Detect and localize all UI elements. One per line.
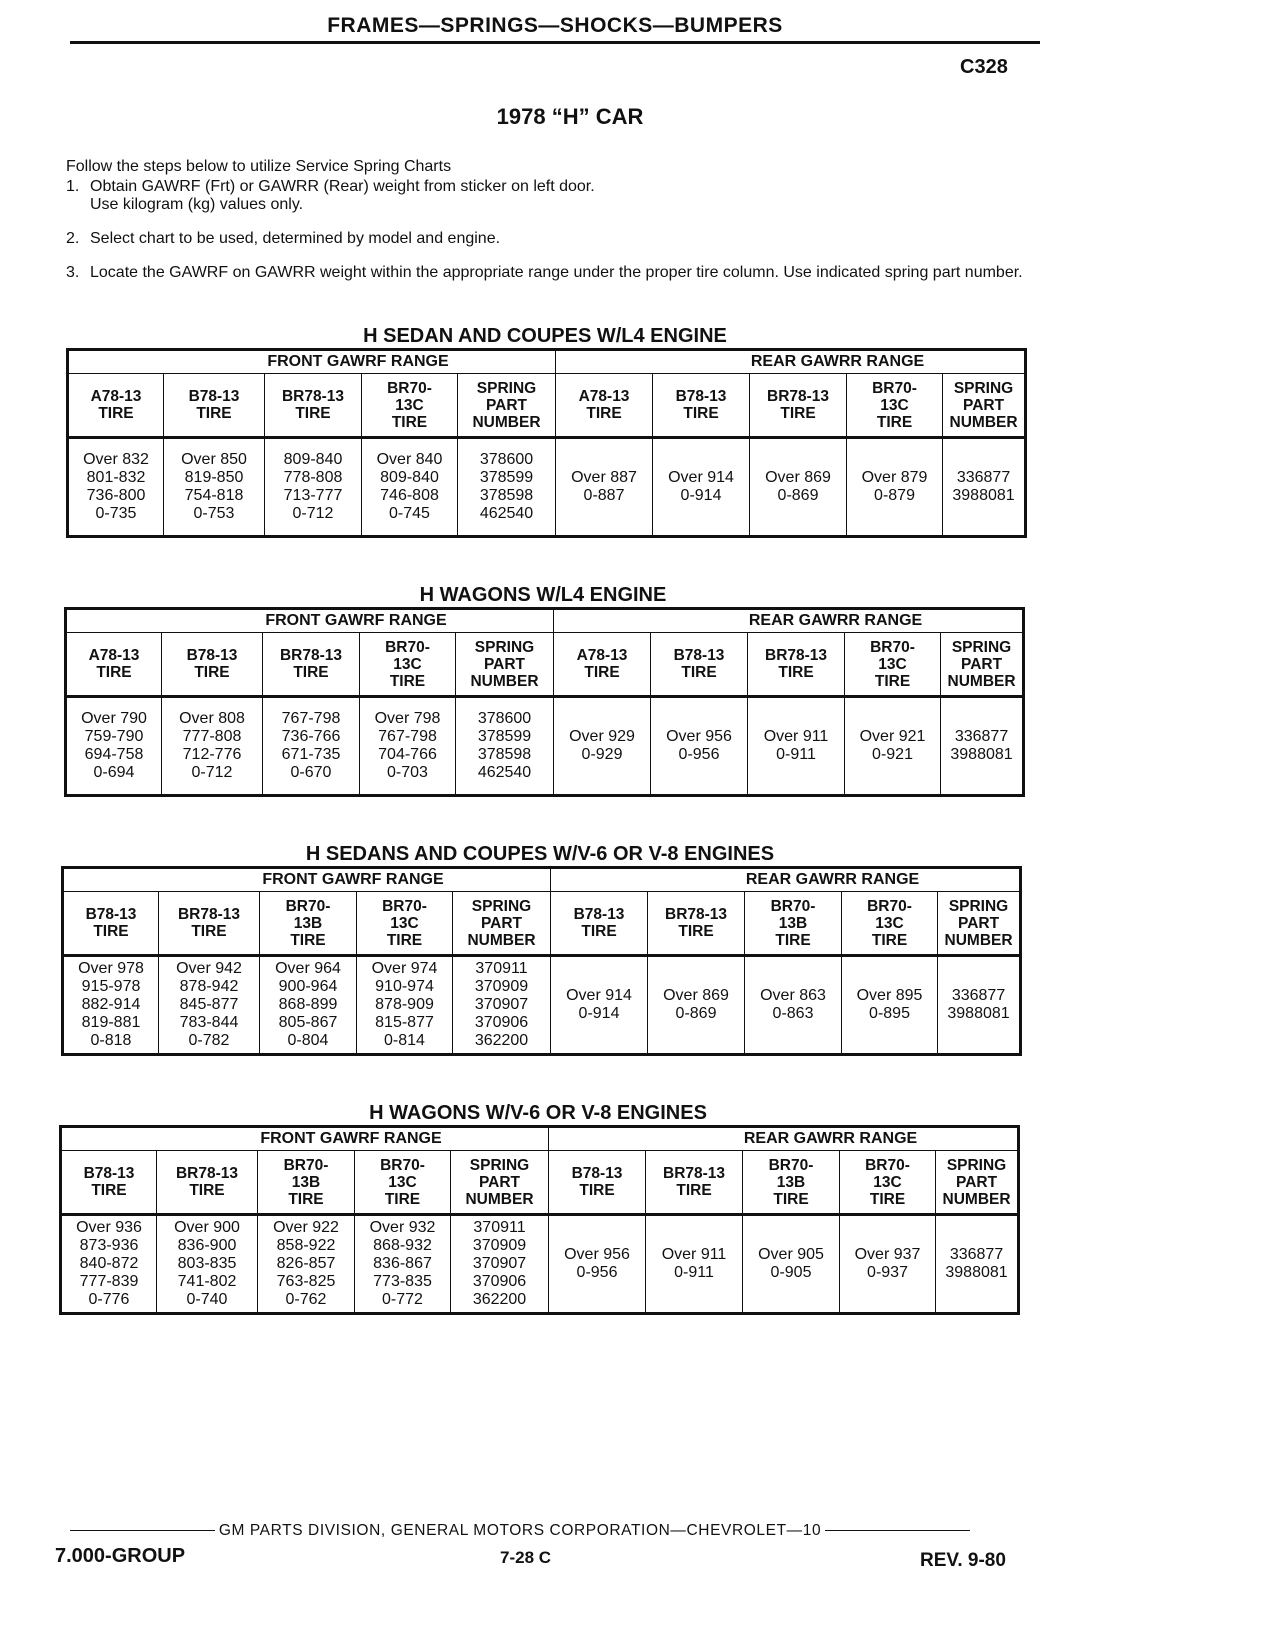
rear-value-cell: Over 956 0-956 [651,697,748,796]
table-row [68,438,1026,537]
header-rule [70,41,1040,44]
spring-chart-table [64,607,1025,797]
rear-column-header: SPRING PART NUMBER [938,892,1021,956]
front-range-header [61,1127,549,1151]
front-value-cell: Over 964 900-964 868-899 805-867 0-804 [260,956,357,1055]
group-header-row [63,868,1021,892]
step-number: 1. [66,178,80,195]
front-column-header: BR70- 13B TIRE [260,892,357,956]
front-column-header: BR78-13 TIRE [159,892,260,956]
rear-range-label: REAR GAWRR RANGE [748,612,923,629]
rear-range-header [549,1127,1019,1151]
rear-value-cell: Over 887 0-887 [556,438,653,537]
rear-value-cell: Over 863 0-863 [745,956,842,1055]
rear-column-header: BR70- 13B TIRE [743,1151,840,1215]
front-column-header: A78-13 TIRE [66,633,162,697]
rear-value-cell: Over 911 0-911 [748,697,845,796]
table-row [63,956,1021,1055]
front-value-cell: 767-798 736-766 671-735 0-670 [263,697,360,796]
rear-column-header: BR70- 13C TIRE [842,892,938,956]
rear-value-cell: Over 937 0-937 [840,1215,936,1314]
footer-revision: REV. 9-80 [920,1550,1006,1571]
rear-column-header: BR78-13 TIRE [748,633,845,697]
front-value-cell: Over 808 777-808 712-776 0-712 [162,697,263,796]
rear-range-label: REAR GAWRR RANGE [743,1130,918,1147]
front-range-header [63,868,551,892]
rear-value-cell: 336877 3988081 [943,438,1026,537]
rear-column-header: SPRING PART NUMBER [943,374,1026,438]
step-number: 2. [66,230,80,247]
front-column-header: B78-13 TIRE [164,374,265,438]
rear-value-cell: Over 956 0-956 [549,1215,646,1314]
front-value-cell: Over 798 767-798 704-766 0-703 [360,697,456,796]
front-column-header: SPRING PART NUMBER [458,374,556,438]
front-value-cell: 378600 378599 378598 462540 [456,697,554,796]
table-title: H WAGONS W/V-6 OR V-8 ENGINES [369,1102,707,1124]
rear-value-cell: Over 911 0-911 [646,1215,743,1314]
spring-chart-section [64,584,1022,797]
rear-column-header: BR70- 13C TIRE [840,1151,936,1215]
column-header-row [63,892,1021,956]
column-header-row [66,633,1024,697]
rear-range-header [556,350,1026,374]
rear-column-header: BR70- 13C TIRE [845,633,941,697]
rear-value-cell: Over 921 0-921 [845,697,941,796]
step-number: 3. [66,264,80,281]
table-row [61,1215,1019,1314]
rear-value-cell: 336877 3988081 [938,956,1021,1055]
rear-range-header [554,609,1024,633]
header-title: FRAMES—SPRINGS—SHOCKS—BUMPERS [327,14,783,37]
front-column-header: BR70- 13B TIRE [258,1151,355,1215]
spring-chart-table [61,866,1022,1056]
rear-value-cell: Over 869 0-869 [648,956,745,1055]
front-column-header: B78-13 TIRE [63,892,159,956]
footer-line [55,1522,985,1540]
rear-column-header: BR78-13 TIRE [750,374,847,438]
rear-column-header: BR78-13 TIRE [646,1151,743,1215]
instruction-step [66,178,1056,214]
front-value-cell: Over 900 836-900 803-835 741-802 0-740 [157,1215,258,1314]
rear-column-header: BR70- 13B TIRE [745,892,842,956]
front-column-header: BR70- 13C TIRE [357,892,453,956]
group-header-row [66,609,1024,633]
instructions-intro: Follow the steps below to utilize Service Spring Charts [66,158,452,175]
rear-value-cell: Over 879 0-879 [847,438,943,537]
front-column-header: A78-13 TIRE [68,374,164,438]
rear-column-header: SPRING PART NUMBER [941,633,1024,697]
front-column-header: B78-13 TIRE [61,1151,157,1215]
front-value-cell: Over 922 858-922 826-857 763-825 0-762 [258,1215,355,1314]
front-value-cell: 370911 370909 370907 370906 362200 [453,956,551,1055]
rear-value-cell: Over 895 0-895 [842,956,938,1055]
front-column-header: SPRING PART NUMBER [456,633,554,697]
table-title: H SEDAN AND COUPES W/L4 ENGINE [363,325,727,347]
front-value-cell: Over 942 878-942 845-877 783-844 0-782 [159,956,260,1055]
rear-value-cell: Over 914 0-914 [653,438,750,537]
footer-page-number: 7-28 C [500,1548,552,1567]
spring-chart-section [61,843,1019,1056]
rear-column-header: SPRING PART NUMBER [936,1151,1019,1215]
group-header-row [68,350,1026,374]
table-title: H WAGONS W/L4 ENGINE [419,584,667,606]
step-text: Obtain GAWRF (Frt) or GAWRR (Rear) weight from sticker on left door. Use kilogram (kg) values only. [90,178,595,213]
front-value-cell: Over 840 809-840 746-808 0-745 [362,438,458,537]
doc-title: 1978 “H” CAR [496,104,644,129]
front-range-label: FRONT GAWRF RANGE [265,612,447,629]
instructions [66,158,1056,298]
rear-value-cell: Over 869 0-869 [750,438,847,537]
front-value-cell: Over 978 915-978 882-914 819-881 0-818 [63,956,159,1055]
spring-chart-table [66,348,1027,538]
front-column-header: SPRING PART NUMBER [451,1151,549,1215]
front-value-cell: Over 850 819-850 754-818 0-753 [164,438,265,537]
column-header-row [61,1151,1019,1215]
front-range-label: FRONT GAWRF RANGE [260,1130,442,1147]
rear-column-header: B78-13 TIRE [651,633,748,697]
rear-value-cell: 336877 3988081 [941,697,1024,796]
rear-range-label: REAR GAWRR RANGE [750,353,925,370]
rear-column-header: B78-13 TIRE [549,1151,646,1215]
front-column-header: BR78-13 TIRE [263,633,360,697]
front-range-header [66,609,554,633]
step-text: Select chart to be used, determined by model and engine. [90,230,501,247]
front-range-label: FRONT GAWRF RANGE [262,871,444,888]
footer-rule-left [70,1530,215,1531]
instruction-step [66,230,1056,248]
front-value-cell: 370911 370909 370907 370906 362200 [451,1215,549,1314]
table-row [66,697,1024,796]
front-value-cell: Over 932 868-932 836-867 773-835 0-772 [355,1215,451,1314]
group-header-row [61,1127,1019,1151]
page-code: C328 [960,56,1008,78]
front-column-header: B78-13 TIRE [162,633,263,697]
rear-column-header: BR70- 13C TIRE [847,374,943,438]
front-range-header [68,350,556,374]
footer-rule-right [825,1530,970,1531]
rear-value-cell: Over 914 0-914 [551,956,648,1055]
spring-chart-section [66,325,1024,538]
spring-chart-section [59,1102,1017,1315]
footer-text: GM PARTS DIVISION, GENERAL MOTORS CORPORATION—CHEVROLET—10 [218,1522,822,1539]
front-column-header: BR78-13 TIRE [157,1151,258,1215]
rear-column-header: B78-13 TIRE [653,374,750,438]
rear-value-cell: Over 929 0-929 [554,697,651,796]
spring-chart-table [59,1125,1020,1315]
front-column-header: BR70- 13C TIRE [360,633,456,697]
front-range-label: FRONT GAWRF RANGE [267,353,449,370]
front-value-cell: 378600 378599 378598 462540 [458,438,556,537]
rear-range-header [551,868,1021,892]
rear-range-label: REAR GAWRR RANGE [745,871,920,888]
front-column-header: BR70- 13C TIRE [362,374,458,438]
rear-value-cell: 336877 3988081 [936,1215,1019,1314]
rear-column-header: BR78-13 TIRE [648,892,745,956]
footer-group: 7.000-GROUP [55,1545,186,1567]
instruction-step [66,264,1056,282]
rear-column-header: A78-13 TIRE [554,633,651,697]
rear-column-header: B78-13 TIRE [551,892,648,956]
front-value-cell: Over 832 801-832 736-800 0-735 [68,438,164,537]
front-column-header: BR70- 13C TIRE [355,1151,451,1215]
front-value-cell: Over 790 759-790 694-758 0-694 [66,697,162,796]
table-title: H SEDANS AND COUPES W/V-6 OR V-8 ENGINES [305,843,775,865]
front-value-cell: Over 974 910-974 878-909 815-877 0-814 [357,956,453,1055]
front-value-cell: Over 936 873-936 840-872 777-839 0-776 [61,1215,157,1314]
step-text: Locate the GAWRF on GAWRR weight within the appropriate range under the proper tire column. Use indicated spring part number. [90,264,1023,281]
front-value-cell: 809-840 778-808 713-777 0-712 [265,438,362,537]
front-column-header: SPRING PART NUMBER [453,892,551,956]
rear-column-header: A78-13 TIRE [556,374,653,438]
rear-value-cell: Over 905 0-905 [743,1215,840,1314]
front-column-header: BR78-13 TIRE [265,374,362,438]
column-header-row [68,374,1026,438]
